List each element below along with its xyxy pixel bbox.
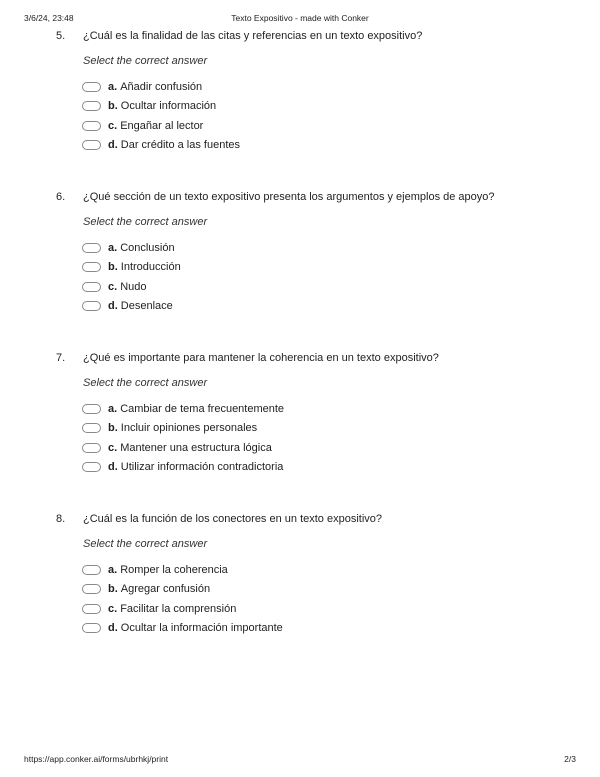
print-datetime: 3/6/24, 23:48 xyxy=(24,13,74,23)
option-letter: b. xyxy=(108,422,118,434)
option-letter: a. xyxy=(108,81,118,93)
radio-button[interactable] xyxy=(82,462,101,472)
option-a[interactable] xyxy=(82,402,284,416)
option-text: Ocultar información xyxy=(120,100,217,112)
option-text: Conclusión xyxy=(120,242,175,254)
radio-button[interactable] xyxy=(82,301,101,311)
radio-button[interactable] xyxy=(82,443,101,453)
option-text: Desenlace xyxy=(120,300,173,312)
page-number: 2/3 xyxy=(564,754,576,764)
option-d[interactable] xyxy=(82,460,283,474)
question-number: 7. xyxy=(56,352,66,364)
radio-button[interactable] xyxy=(82,423,101,433)
radio-button[interactable] xyxy=(82,140,101,150)
question-number: 6. xyxy=(56,191,66,203)
option-letter: b. xyxy=(108,100,118,112)
radio-button[interactable] xyxy=(82,565,101,575)
option-letter: a. xyxy=(108,242,118,254)
option-b[interactable] xyxy=(82,582,210,596)
question-text: ¿Cuál es la finalidad de las citas y referencias en un texto expositivo? xyxy=(83,30,423,42)
question-text: ¿Cuál es la función de los conectores en un texto expositivo? xyxy=(83,513,383,525)
radio-button[interactable] xyxy=(82,584,101,594)
option-letter: c. xyxy=(108,442,118,454)
radio-button[interactable] xyxy=(82,282,101,292)
option-text: Añadir confusión xyxy=(120,81,203,93)
option-b[interactable] xyxy=(82,421,257,435)
option-c[interactable] xyxy=(82,441,272,455)
option-d[interactable] xyxy=(82,138,240,152)
option-b[interactable] xyxy=(82,99,216,113)
question-hint: Select the correct answer xyxy=(83,216,208,228)
question-text: ¿Qué sección de un texto expositivo presenta los argumentos y ejemplos de apoyo? xyxy=(83,191,495,203)
option-c[interactable] xyxy=(82,119,203,133)
print-title: Texto Expositivo - made with Conker xyxy=(231,13,369,23)
option-text: Agregar confusión xyxy=(120,583,211,595)
option-text: Introducción xyxy=(120,261,181,273)
option-a[interactable] xyxy=(82,80,202,94)
option-letter: d. xyxy=(108,300,118,312)
option-text: Romper la coherencia xyxy=(120,564,228,576)
print-url: https://app.conker.ai/forms/ubrhkj/print xyxy=(24,754,169,764)
question-number: 5. xyxy=(56,30,66,42)
option-d[interactable] xyxy=(82,621,283,635)
question-hint: Select the correct answer xyxy=(83,377,208,389)
radio-button[interactable] xyxy=(82,623,101,633)
radio-button[interactable] xyxy=(82,121,101,131)
print-header xyxy=(0,13,600,25)
option-letter: c. xyxy=(108,603,118,615)
option-letter: c. xyxy=(108,281,118,293)
question-number: 8. xyxy=(56,513,66,525)
option-letter: b. xyxy=(108,261,118,273)
option-c[interactable] xyxy=(82,602,236,616)
option-text: Mantener una estructura lógica xyxy=(120,442,272,454)
option-text: Cambiar de tema frecuentemente xyxy=(120,403,285,415)
radio-button[interactable] xyxy=(82,404,101,414)
option-letter: c. xyxy=(108,120,118,132)
option-letter: a. xyxy=(108,564,118,576)
radio-button[interactable] xyxy=(82,82,101,92)
option-text: Facilitar la comprensión xyxy=(120,603,237,615)
option-a[interactable] xyxy=(82,241,175,255)
option-b[interactable] xyxy=(82,260,181,274)
radio-button[interactable] xyxy=(82,243,101,253)
option-d[interactable] xyxy=(82,299,173,313)
option-text: Ocultar la información importante xyxy=(120,622,283,634)
radio-button[interactable] xyxy=(82,101,101,111)
option-text: Utilizar información contradictoria xyxy=(120,461,284,473)
option-text: Dar crédito a las fuentes xyxy=(120,139,241,151)
option-letter: b. xyxy=(108,583,118,595)
option-text: Engañar al lector xyxy=(120,120,204,132)
option-letter: d. xyxy=(108,622,118,634)
radio-button[interactable] xyxy=(82,604,101,614)
question-hint: Select the correct answer xyxy=(83,538,208,550)
option-text: Incluir opiniones personales xyxy=(120,422,258,434)
option-letter: a. xyxy=(108,403,118,415)
question-hint: Select the correct answer xyxy=(83,55,208,67)
option-letter: d. xyxy=(108,139,118,151)
option-letter: d. xyxy=(108,461,118,473)
radio-button[interactable] xyxy=(82,262,101,272)
question-text: ¿Qué es importante para mantener la coherencia en un texto expositivo? xyxy=(83,352,439,364)
option-text: Nudo xyxy=(120,281,147,293)
option-c[interactable] xyxy=(82,280,146,294)
option-a[interactable] xyxy=(82,563,228,577)
